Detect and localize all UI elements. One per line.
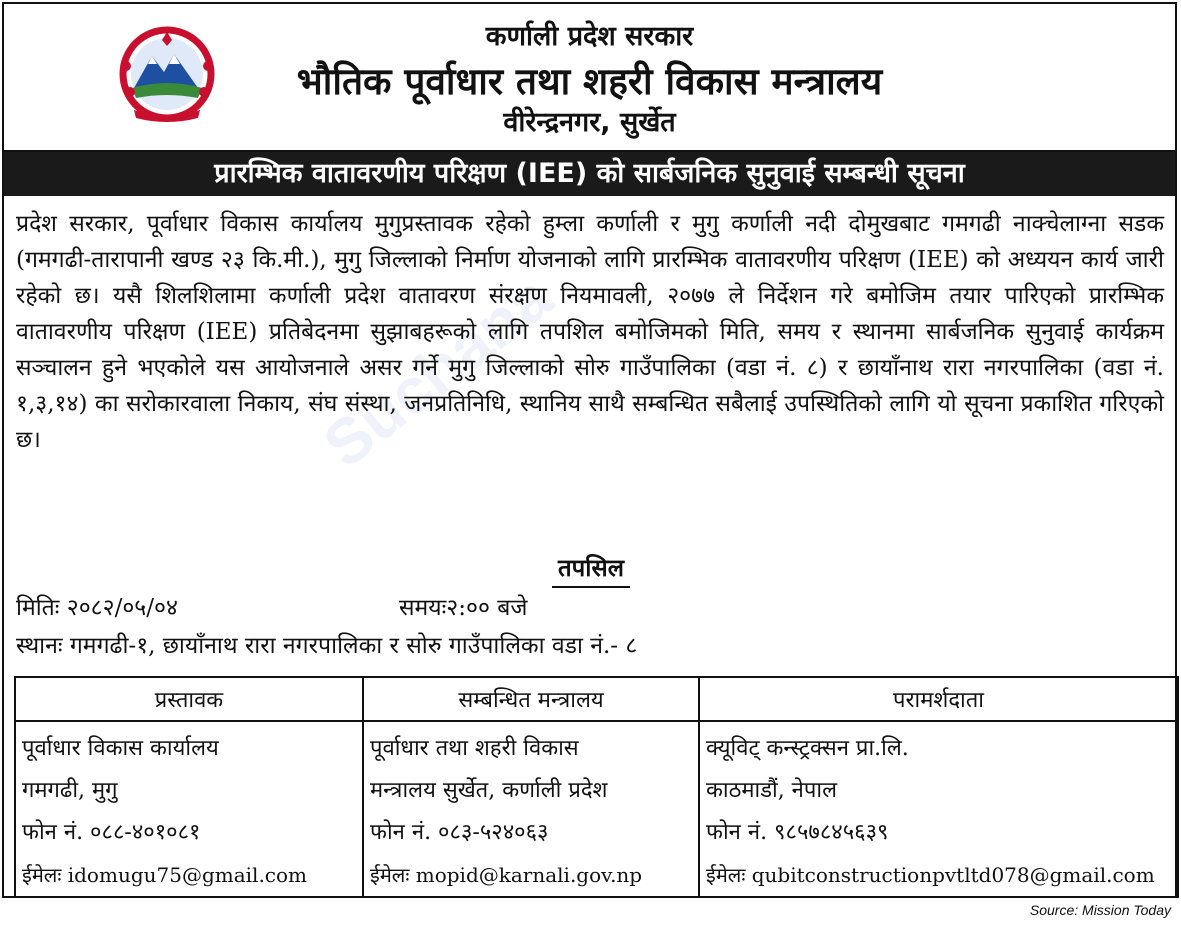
- consultant-phone: फोन नं. ९८५७८४५६३९: [706, 820, 889, 845]
- proposer-name: पूर्वाधार विकास कार्यालय: [22, 736, 219, 761]
- consultant-name: क्यूविट् कन्स्ट्रक्सन प्रा.लि.: [706, 736, 909, 761]
- consultant-email: ईमेलः qubitconstructionpvtltd078@gmail.com: [706, 863, 1155, 887]
- header-consultant: परामर्शदाता: [699, 677, 1178, 721]
- ministry-heading: भौतिक पूर्वाधार तथा शहरी विकास मन्त्रालय: [296, 60, 883, 103]
- location-heading: वीरेन्द्रनगर, सुर्खेत: [503, 107, 676, 138]
- notice-frame: [2, 2, 1177, 898]
- notice-title: प्रारम्भिक वातावरणीय परिक्षण (IEE) को सार्बजनिक सुनुवाई सम्बन्धी सूचना: [4, 150, 1175, 196]
- consultant-address: काठमाडौं, नेपाल: [706, 778, 838, 803]
- table-header-row: [15, 677, 1178, 721]
- table-row: [15, 721, 1178, 897]
- consultant-cell: [699, 721, 1178, 897]
- header-proposer: प्रस्तावक: [15, 677, 363, 721]
- proposer-cell: [15, 721, 363, 897]
- proposer-email: ईमेलः idomugu75@gmail.com: [22, 863, 308, 887]
- proposer-phone: फोन नं. ०८८-४०१०८१: [22, 820, 201, 845]
- details-heading: तपसिल: [552, 551, 630, 588]
- ministry-name: पूर्वाधार तथा शहरी विकास: [370, 736, 579, 761]
- contact-table: [14, 676, 1179, 898]
- ministry-email: ईमेलः mopid@karnali.gov.np: [370, 863, 643, 887]
- ministry-address: मन्त्रालय सुर्खेत, कर्णाली प्रदेश: [370, 778, 608, 803]
- ministry-cell: [363, 721, 699, 897]
- province-government-heading: कर्णाली प्रदेश सरकार: [485, 21, 694, 52]
- proposer-address: गमगढी, मुगु: [22, 778, 118, 803]
- event-place: स्थानः गमगढी-१, छायाँनाथ रारा नगरपालिका र सोरु गाउँपालिका वडा नं.- ८: [16, 633, 638, 659]
- notice-body: प्रदेश सरकार, पूर्वाधार विकास कार्यालय मुगुप्रस्तावक रहेको हुम्ला कर्णाली र मुगु कर्णाली नदी दोमुखबाट गमगढी नाक्चेलाग्ना सडक (गमगढी-तारापानी खण्ड २३ कि.मी.), मुगु जिल्लाको निर्माण योजनाको लागि प्रारम्भिक वातावरणीय परिक्षण (IEE) को अध्ययन कार्य जारी रहेको छ। यसै शिलशिलामा कर्णाली प्रदेश वातावरण संरक्षण नियमावली, २०७७ ले निर्देशन गरे बमोजिम तयार पारिएको प्रारम्भिक वातावरणीय परिक्षण (IEE) प्रतिबेदनमा सुझाबहरूको लागि तपशिल बमोजिमको मिति, समय र स्थानमा सार्बजनिक सुनुवाई कार्यक्रम सञ्चालन हुने भएकोले यस आयोजनाले असर गर्ने मुगु जिल्लाको सोरु गाउँपालिका (वडा नं. ८) र छायाँनाथ रारा नगरपालिका (वडा नं. १,३,१४) का सरोकारवाला निकाय, संघ संस्था, जनप्रतिनिधि, स्थानिय साथै सम्बन्धित सबैलाई उपस्थितिको लागि यो सूचना प्रकाशित गरिएको छ।: [16, 211, 1164, 453]
- watermark-text: Suchana: [310, 260, 565, 482]
- header-ministry: सम्बन्धित मन्त्रालय: [363, 677, 699, 721]
- source-credit: Source: Mission Today: [1029, 902, 1171, 918]
- event-time: समयः२:०० बजे: [399, 595, 528, 621]
- notice-header: [4, 4, 1175, 150]
- event-date: मितिः २०८२/०५/०४: [16, 595, 178, 621]
- ministry-phone: फोन नं. ०८३-५२४०६३: [370, 820, 549, 845]
